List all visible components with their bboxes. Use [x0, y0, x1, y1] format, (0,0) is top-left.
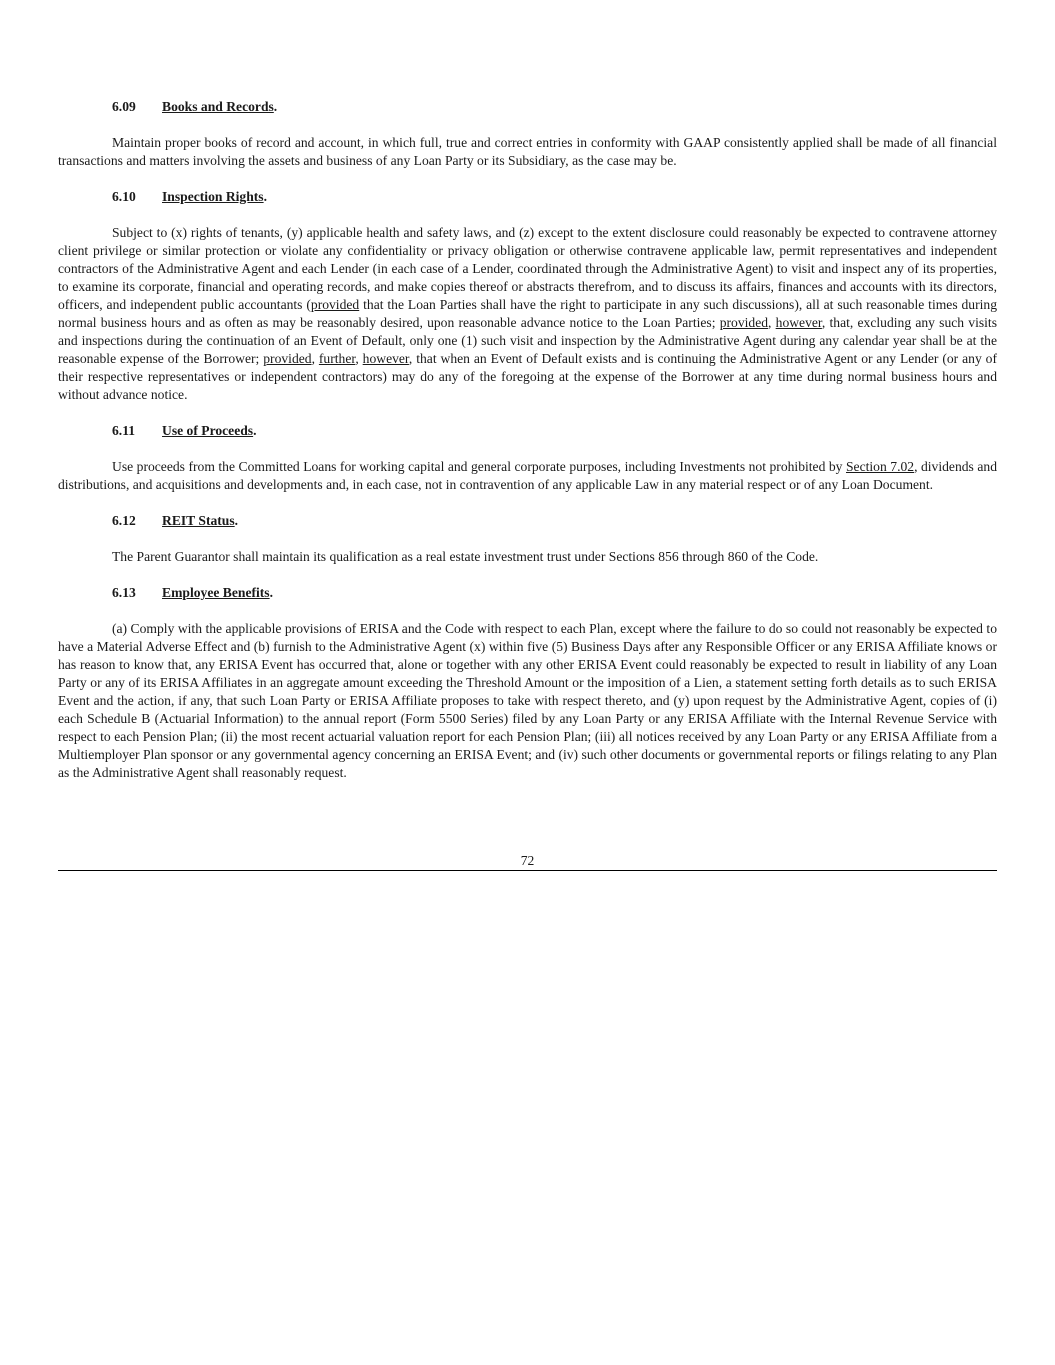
body-text: , dividends and distributions, and acquisitions and developments and, in each case, not in contravention of any applicable Law in any material respect or of any Loan Document. [58, 459, 997, 492]
section-body-6-13: (a) Comply with the applicable provisions of ERISA and the Code with respect to each Plan, except where the failure to do so could not reasonably be expected to have a Material Adverse Effect and (b) furnish to the Administrative Agent (x) within five (5) Business Days after any Responsible Officer or any ERISA Affiliate knows or has reason to know that, any ERISA Event has occurred that, alone or together with any other ERISA Event could reasonably be expected to result in liability of any Loan Party or any of its ERISA Affiliates in an aggregate amount exceeding the Threshold Amount or the imposition of a Lien, a statement setting forth details as to such ERISA Event and the action, if any, that such Loan Party or ERISA Affiliate proposes to take with respect thereto, and (y) upon request by the Administrative Agent, copies of (i) each Schedule B (Actuarial Information) to the annual report (Form 5500 Series) filed by any Loan Party or any ERISA Affiliate with the Internal Revenue Service with respect to each Pension Plan; (ii) the most recent actuarial valuation report for each Pension Plan; (iii) all notices received by any Loan Party or any ERISA Affiliate from a Multiemployer Plan sponsor or any governmental agency concerning an ERISA Event; and (iv) such other documents or governmental reports or filings relating to any Plan as the Administrative Agent shall reasonably request. [58, 621, 997, 780]
body-text: Subject to (x) rights of tenants, (y) applicable health and safety laws, and (z) except to the extent disclosure could reasonably be expected to contravene attorney client privilege or similar protection or violate any confidentiality or privacy obligation or otherwise contravene applicable law, permit representatives and independent contractors of the Administrative Agent and each Lender (in each case of a Lender, coordinated through the Administrative Agent) to visit and inspect any of its properties, to examine its corporate, financial and operating records, and make copies thereof or abstracts therefrom, and to discuss its affairs, finances and accounts with its directors, officers, and independent public accountants ( [58, 225, 997, 312]
title-period: . [269, 585, 274, 600]
section-title: Employee Benefits [162, 585, 270, 600]
section-body-6-09: Maintain proper books of record and account, in which full, true and correct entries in conformity with GAAP consistently applied shall be made of all financial transactions and matters involving the assets and business of any Loan Party or its Subsidiary, as the case may be. [58, 135, 997, 168]
title-period: . [234, 513, 239, 528]
section-title: Use of Proceeds [162, 423, 254, 438]
section-title: Books and Records [162, 99, 274, 114]
section-number: 6.13 [112, 585, 136, 600]
page-number: 72 [520, 853, 535, 868]
title-period: . [263, 189, 268, 204]
underlined-term: provided [310, 297, 360, 312]
underlined-term: however [362, 351, 409, 366]
section-number: 6.10 [112, 189, 136, 204]
section-title: Inspection Rights [162, 189, 264, 204]
section-heading-6-12 [58, 512, 997, 530]
title-period: . [273, 99, 278, 114]
section-body-6-11 [58, 458, 997, 494]
underlined-term: provided [263, 351, 312, 366]
section-number: 6.11 [112, 423, 136, 438]
section-number: 6.09 [112, 99, 136, 114]
underlined-term: however [775, 315, 822, 330]
title-period: . [253, 423, 257, 438]
document-page [58, 98, 997, 782]
section-heading-6-10 [58, 188, 997, 206]
section-heading-6-09 [58, 98, 997, 116]
section-reference: Section 7.02 [846, 459, 915, 474]
body-text: , that, excluding any such visits and inspections during the continuation of an Event of Default, only one (1) such visit and inspection by the Administrative Agent during any calendar year shall be at the reasonable expense of the Borrower; [58, 315, 997, 366]
body-text: , [311, 351, 319, 366]
footer-rule [58, 870, 997, 871]
section-heading-6-13 [58, 584, 997, 602]
section-body-6-12: The Parent Guarantor shall maintain its qualification as a real estate investment trust under Sections 856 through 860 of the Code. [112, 549, 819, 564]
body-text: , [768, 315, 776, 330]
section-body-6-10 [58, 224, 997, 404]
section-heading-6-11 [58, 422, 997, 440]
section-title: REIT Status [162, 513, 235, 528]
body-text: Use proceeds from the Committed Loans for working capital and general corporate purposes, including Investments not prohibited by [112, 459, 846, 474]
body-text: , that when an Event of Default exists and is continuing the Administrative Agent or any Lender (or any of their respective representatives or independent contractors) may do any of the foregoing at the expense of the Borrower at any time during normal business hours and without advance notice. [58, 351, 997, 402]
underlined-term: further [318, 351, 356, 366]
section-number: 6.12 [112, 513, 136, 528]
underlined-term: provided [719, 315, 769, 330]
body-text: that the Loan Parties shall have the right to participate in any such discussions), all at such reasonable times during normal business hours and as often as may be reasonably desired, upon reasonable advance notice to the Loan Parties; [58, 297, 998, 330]
body-text: , [355, 351, 363, 366]
